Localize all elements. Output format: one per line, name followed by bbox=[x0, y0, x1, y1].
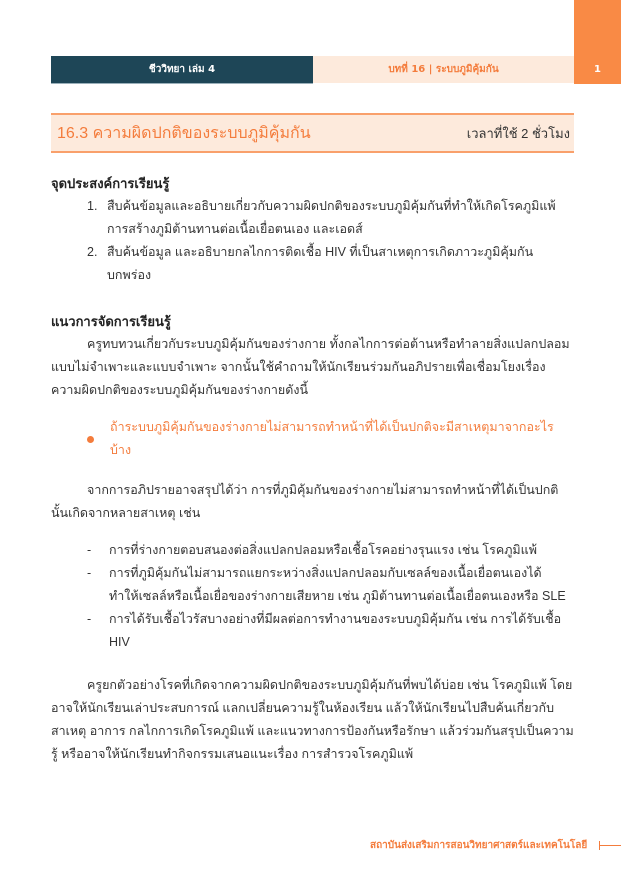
dash-icon: - bbox=[87, 566, 92, 580]
list-text: สืบค้นข้อมูล และอธิบายกลไกการติดเชื้อ HIV ที่เป็นสาเหตุการเกิดภาวะภูมิคุ้มกันบกพร่อง bbox=[107, 245, 534, 282]
approach-heading: แนวการจัดการเรียนรู้ bbox=[51, 314, 171, 329]
list-item bbox=[87, 241, 574, 287]
approach-intro: ครูทบทวนเกี่ยวกับระบบภูมิคุ้มกันของร่างกาย ทั้งกลไกการต่อต้านหรือทำลายสิ่งแปลกปลอมแบบไม่จำเพาะและแบบจำเพาะ จากนั้นใช้คำถามให้นักเรียนร่วมกันอภิปรายเพื่อเชื่อมโยงเรื่องความผิดปกติของระบบภูมิคุ้มกันของร่างกายดังนี้ bbox=[51, 337, 570, 397]
causes-list bbox=[51, 539, 574, 654]
list-text: สืบค้นข้อมูลและอธิบายเกี่ยวกับความผิดปกติของระบบภูมิคุ้มกันที่ทำให้เกิดโรคภูมิแพ้ การสร้างภูมิต้านทานต่อเนื้อเยื่อตนเอง และเอดส์ bbox=[107, 199, 556, 236]
running-header bbox=[51, 56, 574, 83]
conclusion-paragraph: จากการอภิปรายอาจสรุปได้ว่า การที่ภูมิคุ้มกันของร่างกายไม่สามารถทำหน้าที่ได้เป็นปกตินั้นเกิดจากหลายสาเหตุ เช่น bbox=[51, 483, 559, 520]
footer-rule bbox=[599, 845, 621, 846]
section-title: 16.3 ความผิดปกติของระบบภูมิคุ้มกัน bbox=[57, 124, 311, 142]
list-number: 1. bbox=[87, 199, 98, 213]
list-number: 2. bbox=[87, 245, 98, 259]
objectives-heading: จุดประสงค์การเรียนรู้ bbox=[51, 176, 170, 191]
list-item bbox=[87, 539, 574, 562]
list-text: การที่ภูมิคุ้มกันไม่สามารถแยกระหว่างสิ่งแปลกปลอมกับเซลล์ของเนื้อเยื่อตนเองได้ ทำให้เซลล์หรือเนื้อเยื่อของร่างกายเสียหาย เช่น ภูมิต้านทานต่อเนื้อเยื่อตนเองหรือ SLE bbox=[109, 566, 566, 603]
dash-icon: - bbox=[87, 543, 92, 557]
chapter-title: บทที่ 16 | ระบบภูมิคุ้มกัน bbox=[313, 56, 574, 83]
page-number: 1 bbox=[594, 64, 601, 75]
page-footer bbox=[330, 835, 621, 855]
section-duration: เวลาที่ใช้ 2 ชั่วโมง bbox=[466, 125, 570, 141]
objectives-list bbox=[51, 195, 574, 287]
bullet-icon bbox=[87, 436, 94, 443]
section-title-banner bbox=[51, 113, 574, 153]
book-title: ชีววิทยา เล่ม 4 bbox=[51, 56, 313, 83]
list-item bbox=[87, 195, 574, 241]
question-text: ถ้าระบบภูมิคุ้มกันของร่างกายไม่สามารถทำหน้าที่ได้เป็นปกติจะมีสาเหตุมาจากอะไรบ้าง bbox=[110, 420, 554, 457]
page-content bbox=[51, 172, 574, 766]
publisher-name: สถาบันส่งเสริมการสอนวิทยาศาสตร์และเทคโนโลยี bbox=[370, 839, 588, 851]
discussion-question bbox=[51, 416, 574, 462]
closing-paragraph: ครูยกตัวอย่างโรคที่เกิดจากความผิดปกติของระบบภูมิคุ้มกันที่พบได้บ่อย เช่น โรคภูมิแพ้ โดยอาจให้นักเรียนเล่าประสบการณ์ แลกเปลี่ยนความรู้ในห้องเรียน แล้วให้นักเรียนไปสืบค้นเกี่ยวกับสาเหตุ อาการ กลไกการเกิดโรคภูมิแพ้ และแนวทางการป้องกันหรือรักษา แล้วร่วมกันสรุปเป็นความรู้ หรืออาจให้นักเรียนทำกิจกรรมเสนอแนะเรื่อง การสำรวจโรคภูมิแพ้ bbox=[51, 678, 574, 761]
list-text: การได้รับเชื้อไวรัสบางอย่างที่มีผลต่อการทำงานของระบบภูมิคุ้มกัน เช่น การได้รับเชื้อ HIV bbox=[109, 612, 562, 649]
list-text: การที่ร่างกายตอบสนองต่อสิ่งแปลกปลอมหรือเชื้อโรคอย่างรุนแรง เช่น โรคภูมิแพ้ bbox=[109, 543, 537, 557]
dash-icon: - bbox=[87, 612, 92, 626]
list-item bbox=[87, 562, 574, 608]
list-item bbox=[87, 608, 574, 654]
